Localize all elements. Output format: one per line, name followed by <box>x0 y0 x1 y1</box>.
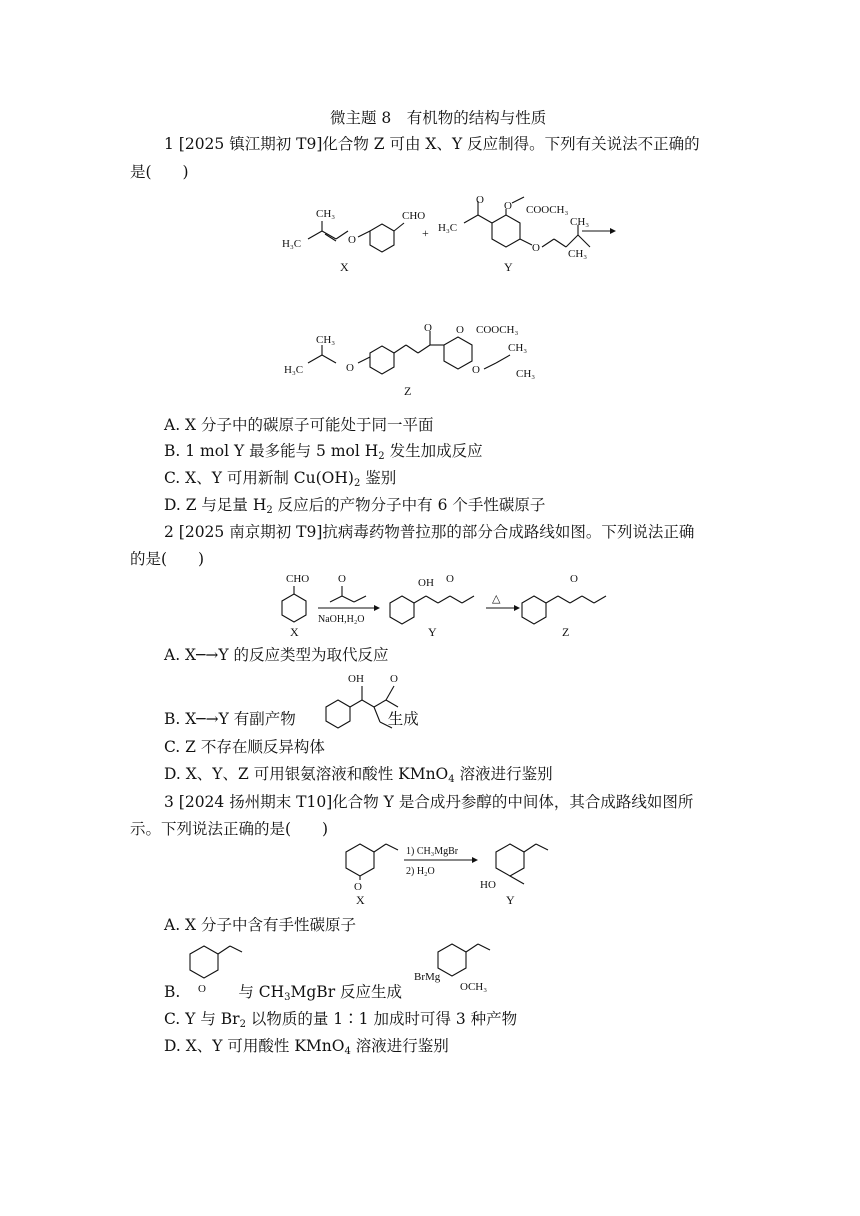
svg-text:O: O <box>472 364 480 376</box>
q1-option-c: C. X、Y 可用新制 $Cu(OH)_2$ 鉴别 <box>164 469 397 489</box>
svg-text:CHO: CHO <box>402 210 426 222</box>
svg-text:O: O <box>424 322 432 334</box>
svg-text:OCH₃: OCH₃ <box>460 981 488 993</box>
compound-z-structure <box>280 315 560 400</box>
q2-option-a: A. X─→Y 的反应类型为取代反应 <box>164 646 389 664</box>
svg-text:O: O <box>476 194 484 206</box>
compound-x-structure <box>282 208 425 274</box>
question-3-stem-cont: 示。下列说法正确的是( ) <box>130 820 329 838</box>
q3-option-c: C. Y 与 $Br_2$ 以物质的量 1∶1 加成时可得 3 种产物 <box>164 1010 518 1030</box>
page-title: 微主题 8 有机物的结构与性质 <box>330 109 547 127</box>
svg-text:Y: Y <box>506 893 515 907</box>
q3-option-b-product-structure <box>412 940 512 995</box>
svg-text:CH₃: CH₃ <box>508 342 528 354</box>
q2-option-b: B. X─→Y 有副产物 生成 <box>164 710 419 728</box>
svg-text:△: △ <box>492 593 501 605</box>
svg-text:H₃C: H₃C <box>282 238 302 250</box>
svg-text:CHO: CHO <box>286 573 310 585</box>
svg-text:2) H₂O: 2) H₂O <box>406 866 435 877</box>
q1-option-d: D. Z 与足量 $H_2$ 反应后的产物分子中有 6 个手性碳原子 <box>164 496 546 516</box>
svg-text:O: O <box>348 234 356 246</box>
svg-text:BrMg: BrMg <box>414 971 441 983</box>
question-1-stem: 1 [2025 镇江期初 T9]化合物 Z 可由 X、Y 反应制得。下列有关说法不正确的 <box>164 135 700 153</box>
svg-text:X: X <box>356 893 365 907</box>
q2-option-d: D. X、Y、Z 可用银氨溶液和酸性 KMnO$_4$ 溶液进行鉴别 <box>164 765 553 785</box>
svg-text:O: O <box>504 200 512 212</box>
question-1-reactants-scheme <box>280 195 620 280</box>
svg-text:CH₃: CH₃ <box>516 368 536 380</box>
svg-text:HO: HO <box>480 879 496 891</box>
question-3-stem: 3 [2024 扬州期末 T10]化合物 Y 是合成丹参醇的中间体，其合成路线如图所 <box>164 793 694 811</box>
svg-text:OH: OH <box>418 577 434 589</box>
q2-option-c: C. Z 不存在顺反异构体 <box>164 738 325 756</box>
question-2-scheme <box>278 570 618 640</box>
svg-text:CH₃: CH₃ <box>316 208 336 220</box>
svg-text:Z: Z <box>562 625 570 639</box>
label-x: X <box>340 260 349 274</box>
q3-option-b-reactant-structure <box>188 940 248 995</box>
q2-option-b-structure <box>322 670 412 730</box>
question-1-stem-cont: 是( ) <box>130 163 189 181</box>
svg-text:Y: Y <box>428 625 437 639</box>
svg-text:CH₃: CH₃ <box>316 334 336 346</box>
svg-text:O: O <box>338 573 346 585</box>
question-2-stem: 2 [2025 南京期初 T9]抗病毒药物普拉那的部分合成路线如图。下列说法正确 <box>164 523 695 541</box>
label-z: Z <box>404 384 412 398</box>
question-2-stem-cont: 的是( ) <box>130 550 205 568</box>
svg-text:CH₃: CH₃ <box>568 248 588 260</box>
svg-text:O: O <box>446 573 454 585</box>
svg-text:O: O <box>570 573 578 585</box>
svg-text:O: O <box>532 242 540 254</box>
plus-sign: + <box>422 226 429 240</box>
svg-text:H₃C: H₃C <box>438 222 458 234</box>
q3-option-b: B. 与 $CH_3MgBr$ 反应生成 <box>164 983 403 1003</box>
svg-text:1) CH₃MgBr: 1) CH₃MgBr <box>406 846 459 857</box>
svg-text:O: O <box>346 362 354 374</box>
label-y: Y <box>504 260 513 274</box>
q3-option-d: D. X、Y 可用酸性 KMnO$_4$ 溶液进行鉴别 <box>164 1037 449 1057</box>
svg-text:X: X <box>290 625 299 639</box>
svg-text:O: O <box>198 983 206 995</box>
q1-option-a: A. X 分子中的碳原子可能处于同一平面 <box>164 416 434 434</box>
q3-option-a: A. X 分子中含有手性碳原子 <box>164 916 357 934</box>
svg-text:O: O <box>354 881 362 893</box>
svg-text:COOCH₃: COOCH₃ <box>526 204 569 216</box>
svg-text:OH: OH <box>348 673 364 685</box>
q1-option-b: B. 1 mol Y 最多能与 5 mol $H_2$ 发生加成反应 <box>164 442 483 462</box>
svg-text:O: O <box>390 673 398 685</box>
svg-text:CH₃: CH₃ <box>570 216 590 228</box>
svg-text:H₃C: H₃C <box>284 364 304 376</box>
question-3-scheme <box>340 838 560 908</box>
svg-text:NaOH,H₂O: NaOH,H₂O <box>318 614 365 625</box>
svg-text:O: O <box>456 324 464 336</box>
compound-y-structure <box>438 194 590 274</box>
svg-text:COOCH₃: COOCH₃ <box>476 324 519 336</box>
